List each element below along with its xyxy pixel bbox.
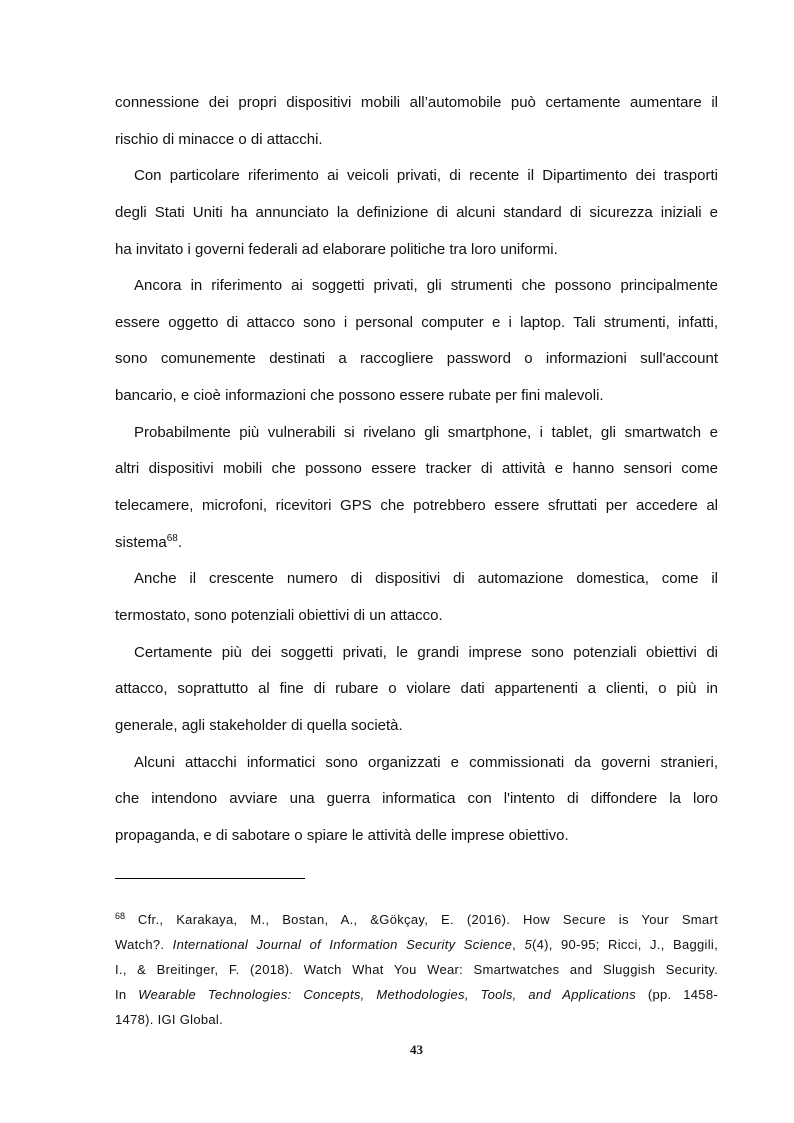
text-line: bancario, e cioè informazioni che possono essere rubate per fini malevoli.	[115, 387, 604, 405]
text-segment: .	[177, 533, 182, 551]
footnote-reference[interactable]: 68	[166, 532, 178, 544]
paragraph	[115, 745, 718, 855]
body-text	[115, 85, 718, 854]
text-line	[115, 525, 718, 562]
text-line: essere oggetto di attacco sono i personal computer e i laptop. Tali strumenti, infatti,	[115, 313, 718, 331]
text-line: Certamente più dei soggetti privati, le grandi imprese sono potenziali obiettivi di	[134, 643, 718, 661]
text-line: Con particolare riferimento ai veicoli privati, di recente il Dipartimento dei trasporti	[134, 167, 718, 185]
text-line: connessione dei propri dispositivi mobili all’automobile può certamente aumentare il	[115, 94, 718, 111]
paragraph	[115, 268, 718, 415]
paragraph	[115, 635, 718, 745]
page-number: 43	[410, 1042, 423, 1057]
footnote-line	[115, 982, 718, 1007]
footnote-text: ,	[512, 937, 525, 952]
text-line: propaganda, e di sabotare o spiare le attività delle imprese obiettivo.	[115, 826, 569, 844]
text-line: ha invitato i governi federali ad elaborare politiche tra loro uniformi.	[115, 240, 558, 258]
footnote-separator	[115, 878, 305, 879]
text-line: che intendono avviare una guerra informatica con l'intento di diffondere la loro	[115, 790, 718, 808]
text-line: generale, agli stakeholder di quella società.	[115, 716, 403, 734]
text-segment: sistema	[115, 533, 167, 551]
paragraph	[115, 158, 718, 268]
paragraph	[115, 415, 718, 562]
text-line: Anche il crescente numero di dispositivi di automazione domestica, come il	[134, 570, 718, 588]
book-title: Wearable Technologies: Concepts, Methodologies, Tools, and Applications	[138, 987, 637, 1002]
text-line: attacco, soprattutto al fine di rubare o violare dati appartenenti a clienti, o più in	[115, 680, 718, 698]
text-line: termostato, sono potenziali obiettivi di un attacco.	[115, 606, 443, 624]
footnote-text: In	[115, 987, 139, 1002]
paragraph	[115, 561, 718, 634]
footnote-line	[115, 932, 718, 957]
text-line: Ancora in riferimento ai soggetti privati, gli strumenti che possono principalmente	[134, 277, 718, 295]
volume-number: 5	[524, 937, 532, 952]
footnote	[115, 907, 718, 1032]
footnote-line: I., & Breitinger, F. (2018). Watch What You Wear: Smartwatches and Sluggish Security.	[115, 962, 718, 977]
paragraph	[115, 85, 718, 158]
footnote-marker: 68	[115, 911, 126, 921]
text-line: altri dispositivi mobili che possono essere tracker di attività e hanno sensori come	[115, 460, 718, 478]
footnote-text: Cfr., Karakaya, M., Bostan, A., &Gökçay, E. (2016). How Secure is Your Smart	[125, 912, 718, 927]
footnote-line	[115, 907, 718, 932]
text-line: rischio di minacce o di attacchi.	[115, 130, 323, 148]
text-line: degli Stati Uniti ha annunciato la definizione di alcuni standard di sicurezza iniziali e	[115, 203, 718, 221]
footnote-line: 1478). IGI Global.	[115, 1012, 224, 1027]
text-line: Probabilmente più vulnerabili si rivelano gli smartphone, i tablet, gli smartwatch e	[134, 423, 718, 441]
footnote-text: Watch?.	[115, 937, 173, 952]
text-line: sono comunemente destinati a raccogliere password o informazioni sull'account	[115, 350, 718, 368]
footnote-text: (4), 90-95; Ricci, J., Baggili,	[531, 937, 719, 952]
text-line: telecamere, microfoni, ricevitori GPS che potrebbero essere sfruttati per accedere al	[115, 497, 718, 515]
text-line: Alcuni attacchi informatici sono organizzati e commissionati da governi stranieri,	[134, 753, 718, 771]
journal-title: International Journal of Information Security Science	[172, 937, 513, 952]
footnote-text: (pp. 1458-	[636, 987, 718, 1002]
